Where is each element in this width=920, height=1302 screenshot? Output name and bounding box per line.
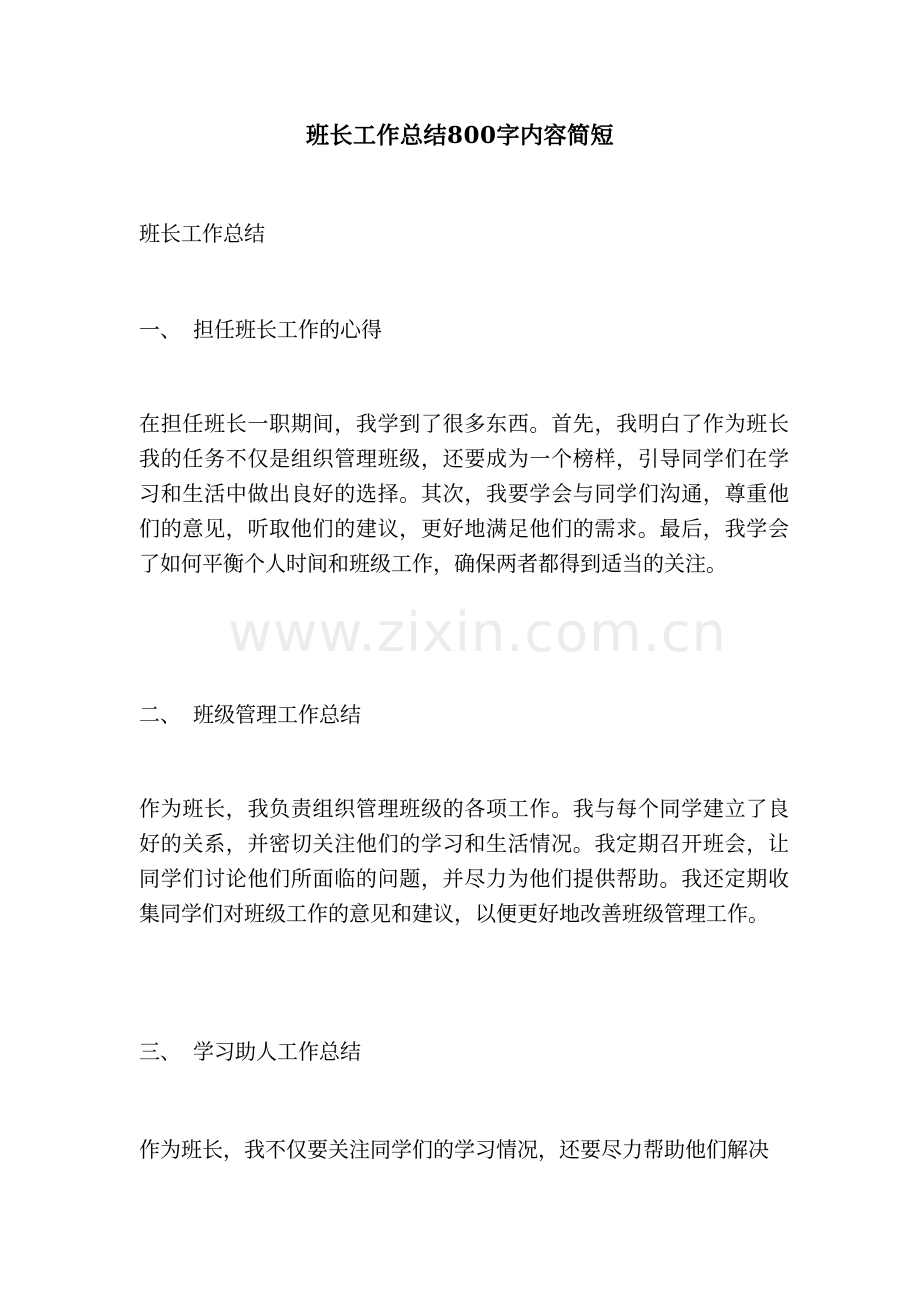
section-number-3: 三、 [139, 1040, 181, 1064]
watermark-text: www.zixin.com.cn [228, 601, 727, 664]
section-paragraph-2: 作为班长，我负责组织管理班级的各项工作。我与每个同学建立了良好的关系，并密切关注他们的学习和生活情况。我定期召开班会，让同学们讨论他们所面临的问题，并尽力为他们提供帮助。我还定期收集同学们对班级工作的意见和建议，以便更好地改善班级管理工作。 [139, 797, 789, 926]
section-heading-2 [139, 700, 789, 730]
section-paragraph-3: 作为班长，我不仅要关注同学们的学习情况，还要尽力帮助他们解决 [139, 1138, 769, 1162]
section-heading-text-2: 班级管理工作总结 [193, 703, 361, 727]
section-heading-text-1: 担任班长工作的心得 [193, 318, 382, 342]
section-heading-1 [139, 315, 789, 345]
section-heading-3 [139, 1037, 789, 1067]
document-title: 班长工作总结800字内容简短 [305, 122, 614, 149]
section-number-2: 二、 [139, 703, 181, 727]
section-paragraph-1: 在担任班长一职期间，我学到了很多东西。首先，我明白了作为班长我的任务不仅是组织管理班级，还要成为一个榜样，引导同学们在学习和生活中做出良好的选择。其次，我要学会与同学们沟通，尊重他们的意见，听取他们的建议，更好地满足他们的需求。最后，我学会了如何平衡个人时间和班级工作，确保两者都得到适当的关注。 [139, 412, 789, 576]
section-heading-text-3: 学习助人工作总结 [193, 1040, 361, 1064]
section-number-1: 一、 [139, 318, 181, 342]
document-subtitle: 班长工作总结 [139, 222, 265, 246]
